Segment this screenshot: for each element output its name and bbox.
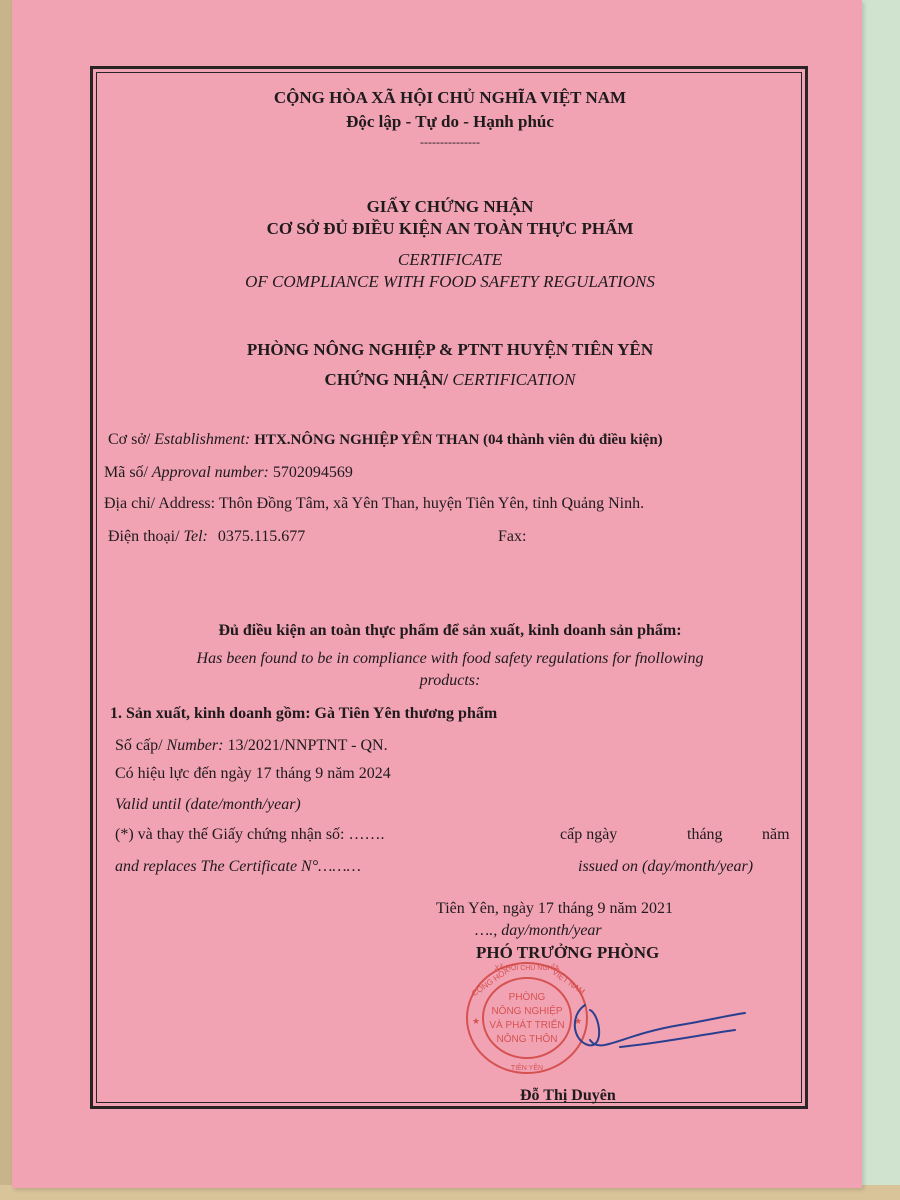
certificate-subtitle-vi: CƠ SỞ ĐỦ ĐIỀU KIỆN AN TOÀN THỰC PHẨM (266, 219, 634, 238)
approval-label-en: Approval number: (148, 464, 269, 481)
svg-text:NÔNG THÔN: NÔNG THÔN (496, 1034, 558, 1045)
number-row (115, 737, 388, 755)
compliance-statement-vi: Đủ điều kiện an toàn thực phẩm để sản xuất, kinh doanh sản phẩm: (218, 622, 682, 639)
place-and-date: Tiên Yên, ngày 17 tháng 9 năm 2021 (436, 900, 674, 917)
phone-label-vi: Điện thoại/ (108, 528, 180, 545)
svg-text:CỘNG HÒA: CỘNG HÒA (470, 965, 511, 999)
establishment-row (108, 431, 663, 449)
certification-label-en: CERTIFICATION (448, 370, 576, 389)
country-name: CỘNG HÒA XÃ HỘI CHỦ NGHĨA VIỆT NAM (273, 88, 627, 107)
establishment-label-vi: Cơ sở/ (108, 431, 151, 448)
address-value: Thôn Đồng Tâm, xã Yên Than, huyện Tiên Yên, tỉnh Quảng Ninh. (218, 495, 645, 512)
signer-position: PHÓ TRƯỞNG PHÒNG (476, 943, 660, 962)
compliance-statement-en: Has been found to be in compliance with food safety regulations for fnollowing (196, 650, 704, 667)
certificate-title-vi: GIẤY CHỨNG NHẬN (366, 197, 534, 216)
svg-text:XÃ HỘI CHỦ NGHĨA: XÃ HỘI CHỦ NGHĨA (494, 965, 560, 972)
phone-label-en: Tel: (179, 528, 208, 545)
issue-year-label: năm (762, 826, 790, 843)
valid-until-vi: Có hiệu lực đến ngày 17 tháng 9 năm 2024 (115, 765, 391, 782)
valid-until-en: Valid until (date/month/year) (115, 796, 301, 813)
approval-row (104, 464, 353, 482)
fax-label: Fax: (498, 528, 527, 545)
number-label-vi: Số cấp/ (115, 737, 163, 754)
svg-text:PHÒNG: PHÒNG (508, 992, 546, 1003)
svg-text:VÀ PHÁT TRIỂN: VÀ PHÁT TRIỂN (489, 1020, 565, 1031)
number-label-en: Number: (162, 737, 224, 754)
address-label: Địa chỉ/ Address: (104, 495, 216, 512)
address-row (104, 495, 644, 513)
svg-text:★: ★ (471, 1016, 481, 1026)
issuing-authority: PHÒNG NÔNG NGHIỆP & PTNT HUYỆN TIÊN YÊN (246, 340, 654, 359)
certificate-number: 13/2021/NNPTNT - QN. (227, 737, 388, 754)
certificate-title-en: CERTIFICATE (397, 250, 503, 269)
certification-label-vi: CHỨNG NHẬN/ (324, 370, 449, 389)
issue-day-label: cấp ngày (560, 826, 618, 843)
svg-text:TIÊN YÊN: TIÊN YÊN (510, 1065, 544, 1072)
place-and-date-en: …., day/month/year (475, 922, 602, 939)
establishment-label-en: Establishment: (150, 431, 251, 448)
compliance-statement-en-2: products: (419, 672, 481, 689)
phone-row (108, 528, 305, 546)
replaces-vi: (*) và thay thế Giấy chứng nhận số: ……. (115, 826, 385, 843)
table-background (858, 0, 900, 1200)
approval-number: 5702094569 (272, 464, 353, 481)
issue-month-label: tháng (687, 826, 723, 843)
header-divider: --------------- (420, 135, 480, 149)
svg-text:NÔNG NGHIỆP: NÔNG NGHIỆP (491, 1006, 563, 1017)
establishment-value: HTX.NÔNG NGHIỆP YÊN THAN (04 thành viên đủ điều kiện) (254, 432, 663, 448)
replaces-en: and replaces The Certificate N°……… (115, 858, 361, 875)
issued-on-en: issued on (day/month/year) (578, 858, 754, 875)
certification-label (90, 370, 810, 390)
phone-value: 0375.115.677 (217, 528, 306, 545)
handwritten-signature (560, 985, 750, 1065)
svg-text:VIỆT NAM: VIỆT NAM (550, 967, 587, 997)
signer-name: Đỗ Thị Duyên (520, 1087, 616, 1104)
national-motto: Độc lập - Tự do - Hạnh phúc (346, 112, 554, 131)
product-item: 1. Sản xuất, kinh doanh gồm: Gà Tiên Yên thương phẩm (110, 705, 498, 722)
certificate-subtitle-en: OF COMPLIANCE WITH FOOD SAFETY REGULATIONS (245, 272, 655, 291)
approval-label-vi: Mã số/ (104, 464, 148, 481)
svg-text:★: ★ (573, 1016, 583, 1026)
